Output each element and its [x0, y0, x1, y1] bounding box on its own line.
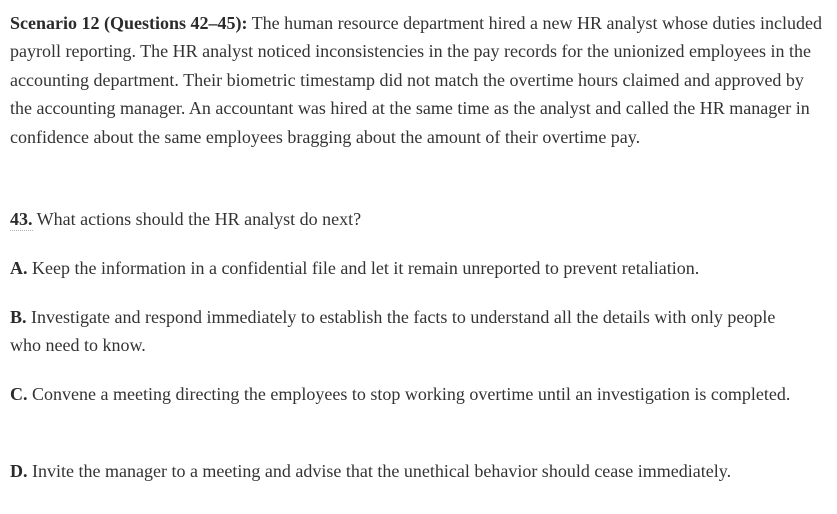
- scenario-paragraph: [10, 0, 827, 151]
- option-text: Investigate and respond immediately to establish the facts to understand all the details with only people who need to know.: [10, 307, 776, 356]
- scenario-label: Scenario 12 (Questions 42–45):: [10, 13, 248, 33]
- answer-option-b: [10, 303, 800, 360]
- option-text: Keep the information in a confidential file and let it remain unreported to prevent retaliation.: [27, 258, 700, 278]
- question-prompt: [10, 206, 361, 232]
- option-letter: C.: [10, 384, 28, 404]
- document-page: [10, 0, 827, 481]
- answer-option-a: [10, 254, 800, 282]
- option-letter: A.: [10, 258, 28, 278]
- answer-option-c: [10, 380, 800, 408]
- question-text: What actions should the HR analyst do next?: [32, 209, 362, 229]
- option-text: Convene a meeting directing the employees to stop working overtime until an investigation is completed.: [27, 384, 791, 404]
- option-letter: B.: [10, 307, 27, 327]
- answer-option-d: [10, 457, 800, 485]
- option-text: Invite the manager to a meeting and advise that the unethical behavior should cease immediately.: [27, 461, 732, 481]
- question-number: 43.: [10, 209, 33, 229]
- scenario-text: The human resource department hired a new HR analyst whose duties included payroll reporting. The HR analyst noticed inconsistencies in the pay records for the unionized employees in the accounting department. Their biometric timestamp did not match the overtime hours claimed and approved by the accounting manager. An accountant was hired at the same time as the analyst and called the HR manager in confidence about the same employees bragging about the amount of their overtime pay.: [10, 13, 822, 147]
- option-letter: D.: [10, 461, 28, 481]
